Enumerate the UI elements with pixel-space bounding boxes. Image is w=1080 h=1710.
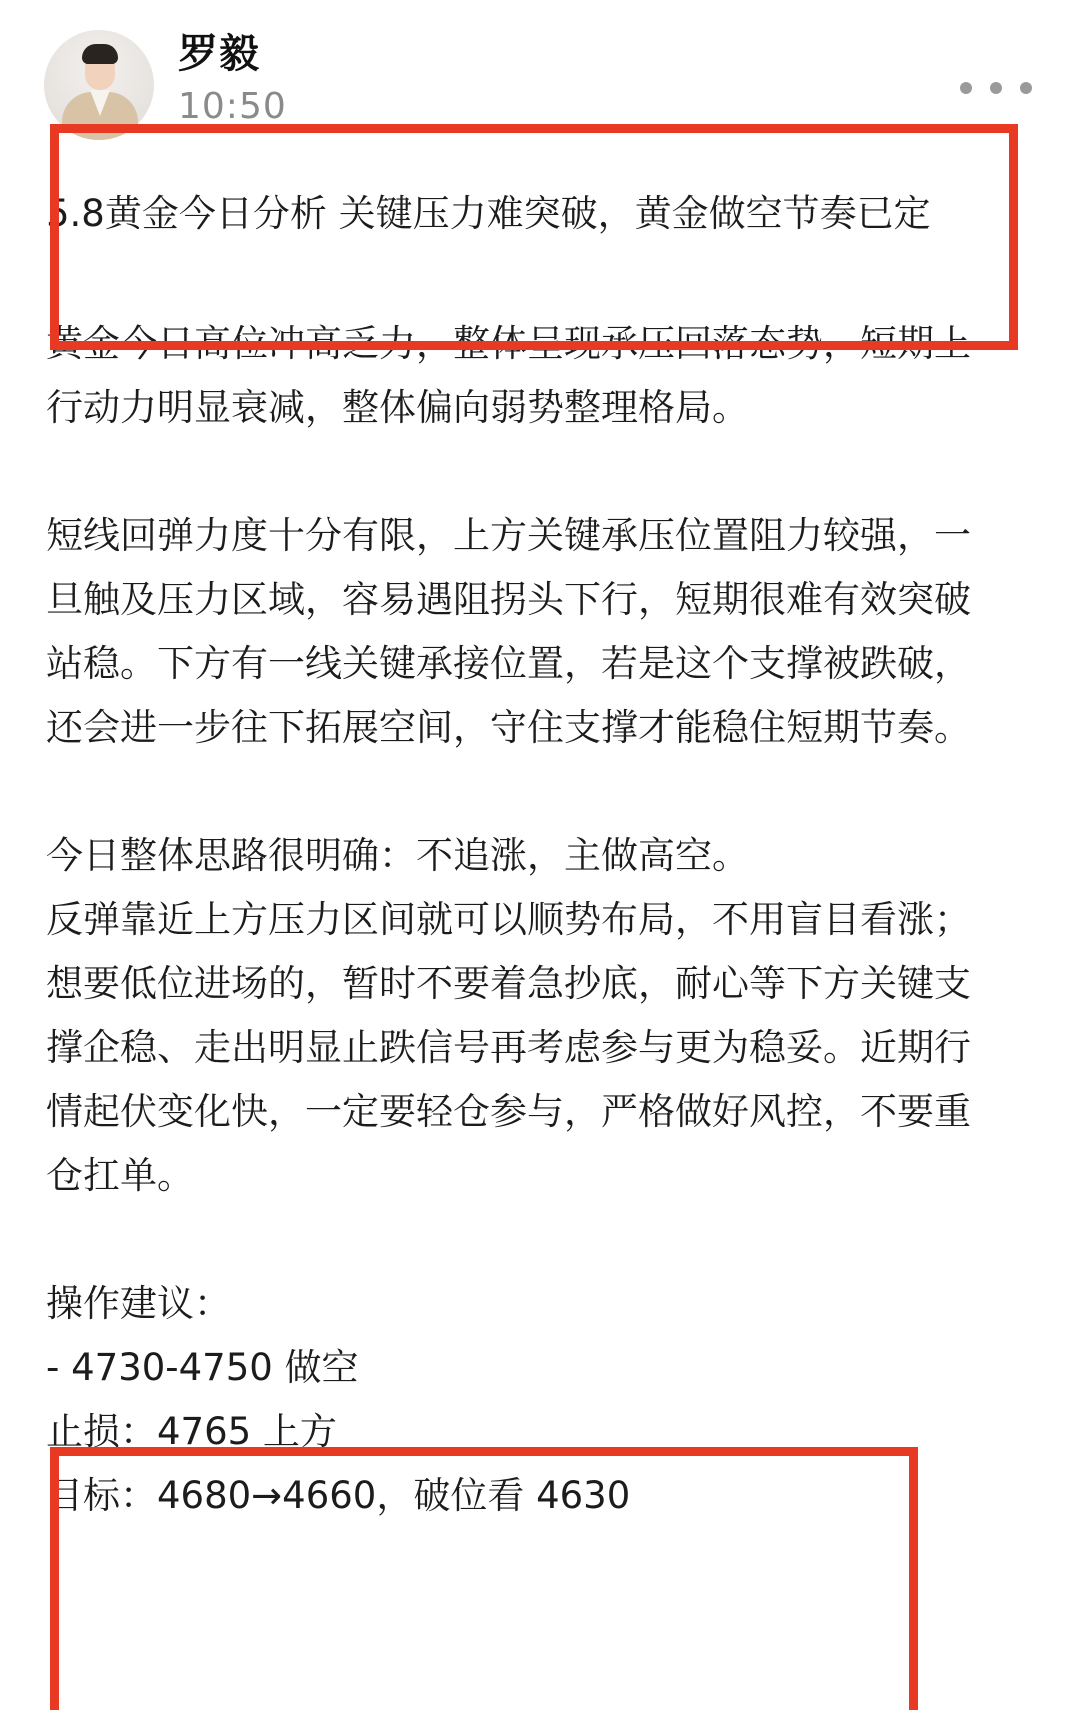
more-options-button[interactable] (960, 70, 1032, 106)
author-name[interactable]: 罗毅 (178, 31, 260, 77)
post-header (0, 0, 1080, 140)
post-paragraph: 黄金今日高位冲高乏力，整体呈现承压回落态势，短期上行动力明显衰减，整体偏向弱势整理格局。 (46, 322, 971, 429)
advice-heading: 操作建议： (46, 1282, 231, 1325)
advice-stop-loss: 止损：4765 上方 (46, 1410, 337, 1453)
more-dots-icon (960, 82, 972, 94)
post-time: 10:50 (178, 86, 287, 127)
post-paragraph: 短线回弹力度十分有限，上方关键承压位置阻力较强，一旦触及压力区域，容易遇阻拐头下行，短期很难有效突破站稳。下方有一线关键承接位置，若是这个支撑被跌破，还会进一步往下拓展空间，守住支撑才能稳住短期节奏。 (46, 514, 971, 749)
post-title: 5.8黄金今日分析 关键压力难突破，黄金做空节奏已定 (46, 192, 931, 235)
author-avatar[interactable] (44, 30, 154, 140)
avatar-hair (82, 44, 118, 64)
post-paragraph: 今日整体思路很明确：不追涨，主做高空。 (46, 834, 749, 877)
post-paragraph: 反弹靠近上方压力区间就可以顺势布局，不用盲目看涨；想要低位进场的，暂时不要着急抄底，耐心等下方关键支撑企稳、走出明显止跌信号再考虑参与更为稳妥。近期行情起伏变化快，一定要轻仓参与，严格做好风控，不要重仓扛单。 (46, 898, 971, 1197)
advice-block (46, 1272, 1006, 1528)
more-dots-icon (1020, 82, 1032, 94)
advice-target: 目标：4680→4660，破位看 4630 (46, 1474, 631, 1517)
advice-entry: - 4730-4750 做空 (46, 1346, 359, 1389)
more-dots-icon (990, 82, 1002, 94)
post-content (46, 182, 1006, 1528)
